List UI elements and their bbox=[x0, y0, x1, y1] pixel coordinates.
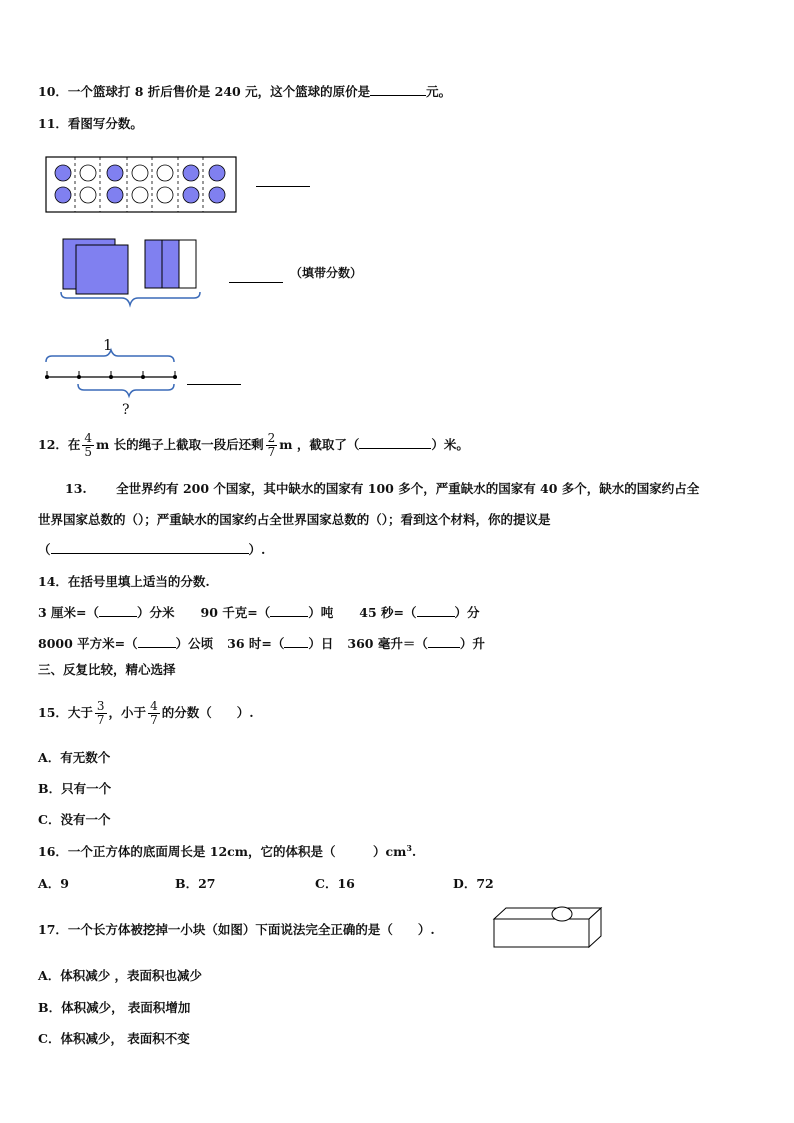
q11-fig2-hint: （填带分数） bbox=[290, 266, 363, 280]
q14-blank-5[interactable] bbox=[284, 635, 308, 648]
q11-squares-figure bbox=[58, 236, 208, 311]
q15-option-b[interactable]: B．只有一个 bbox=[38, 781, 112, 796]
q14-row-1: 3 厘米=（ ）分米 90 千克=（ ）吨 45 秒=（ ）分 bbox=[38, 605, 480, 620]
q11-dot-grid-figure bbox=[45, 156, 245, 216]
q12-mid2: m ，截取了（ bbox=[279, 437, 360, 452]
q14-blank-4[interactable] bbox=[138, 635, 176, 648]
q15-post: 的分数（ ）. bbox=[161, 705, 254, 720]
q16-option-a[interactable]: A．9 bbox=[38, 876, 69, 891]
q14-blank-3[interactable] bbox=[417, 604, 455, 617]
question-10 bbox=[38, 82, 451, 100]
q15-fraction-2: $\frac{4}{7}$ bbox=[150, 699, 158, 727]
q15-mid: ，小于 bbox=[108, 705, 147, 720]
q15-fraction-1: $\frac{3}{7}$ bbox=[96, 699, 105, 727]
question-14: 14．在括号里填上适当的分数. bbox=[38, 574, 210, 589]
q15-option-c[interactable]: C．没有一个 bbox=[38, 812, 111, 827]
question-12 bbox=[38, 432, 469, 459]
q17-option-a[interactable]: A．体积减少 ，表面积也减少 bbox=[38, 968, 203, 983]
q16-option-b[interactable]: B．27 bbox=[175, 876, 216, 891]
q12-pre: 12．在 bbox=[38, 437, 81, 452]
q16-text: 16．一个正方体的底面周长是 12cm，它的体积是（ ）cm bbox=[38, 844, 407, 859]
q10-suffix: 元。 bbox=[426, 84, 452, 99]
q12-blank[interactable] bbox=[359, 436, 431, 449]
q14-row-2: 8000 平方米=（ ）公顷 36 时=（ ）日 360 毫升＝（ ）升 bbox=[38, 636, 485, 651]
q11-fig3-bottom-label: ? bbox=[122, 402, 130, 418]
q11-number-line-figure bbox=[40, 338, 190, 418]
q13-open-paren: （ bbox=[38, 542, 51, 557]
q11-fig3-answer-blank[interactable] bbox=[187, 372, 241, 385]
q15-option-a[interactable]: A．有无数个 bbox=[38, 750, 111, 765]
q11-fig2-answer-blank[interactable] bbox=[229, 270, 283, 283]
q16-option-c[interactable]: C．16 bbox=[315, 876, 355, 891]
q16-superscript: 3 bbox=[406, 842, 412, 853]
q16-option-d[interactable]: D．72 bbox=[453, 876, 494, 891]
q13-close-paren: ）. bbox=[248, 542, 266, 557]
q12-mid1: m 长的绳子上截取一段后还剩 bbox=[96, 437, 264, 452]
q11-fig1-answer-blank[interactable] bbox=[256, 174, 310, 187]
q11-fig3-top-label: 1 bbox=[103, 336, 113, 354]
question-16: 16．一个正方体的底面周长是 12cm，它的体积是（ ）$cm^3$. bbox=[38, 842, 417, 859]
q13-suggestion-blank[interactable] bbox=[51, 541, 249, 554]
q15-pre: 15．大于 bbox=[38, 705, 93, 720]
question-11: 11．看图写分数。 bbox=[38, 116, 143, 131]
question-17: 17．一个长方体被挖掉一小块（如图）下面说法完全正确的是（ ）. bbox=[38, 922, 435, 937]
section-3-heading: 三、反复比较，精心选择 bbox=[38, 662, 176, 677]
q14-blank-2[interactable] bbox=[270, 604, 308, 617]
q12-post: ）米。 bbox=[431, 437, 469, 452]
q14-blank-6[interactable] bbox=[428, 635, 460, 648]
q17-option-b[interactable]: B．体积减少， 表面积增加 bbox=[38, 1000, 191, 1015]
question-13-line-1: 13. 全世界约有 200 个国家，其中缺水的国家有 100 多个，严重缺水的国家有 40 多个，缺水的国家约占全 bbox=[65, 481, 700, 496]
q12-fraction-1: $\frac{4}{5}$ bbox=[84, 431, 93, 459]
question-13-line-3 bbox=[38, 540, 265, 558]
q12-fraction-2: $\frac{2}{7}$ bbox=[267, 431, 276, 459]
q10-text: 10．一个篮球打 8 折后售价是 240 元，这个篮球的原价是 bbox=[38, 84, 371, 99]
question-15 bbox=[38, 700, 254, 727]
q10-blank[interactable] bbox=[370, 83, 426, 96]
question-13-line-2: 世界国家总数的（）；严重缺水的国家约占全世界国家总数的（）；看到这个材料，你的提议是 bbox=[38, 512, 551, 527]
q14-blank-1[interactable] bbox=[99, 604, 137, 617]
q17-cuboid-figure bbox=[493, 906, 608, 951]
q17-option-c[interactable]: C．体积减少， 表面积不变 bbox=[38, 1031, 190, 1046]
